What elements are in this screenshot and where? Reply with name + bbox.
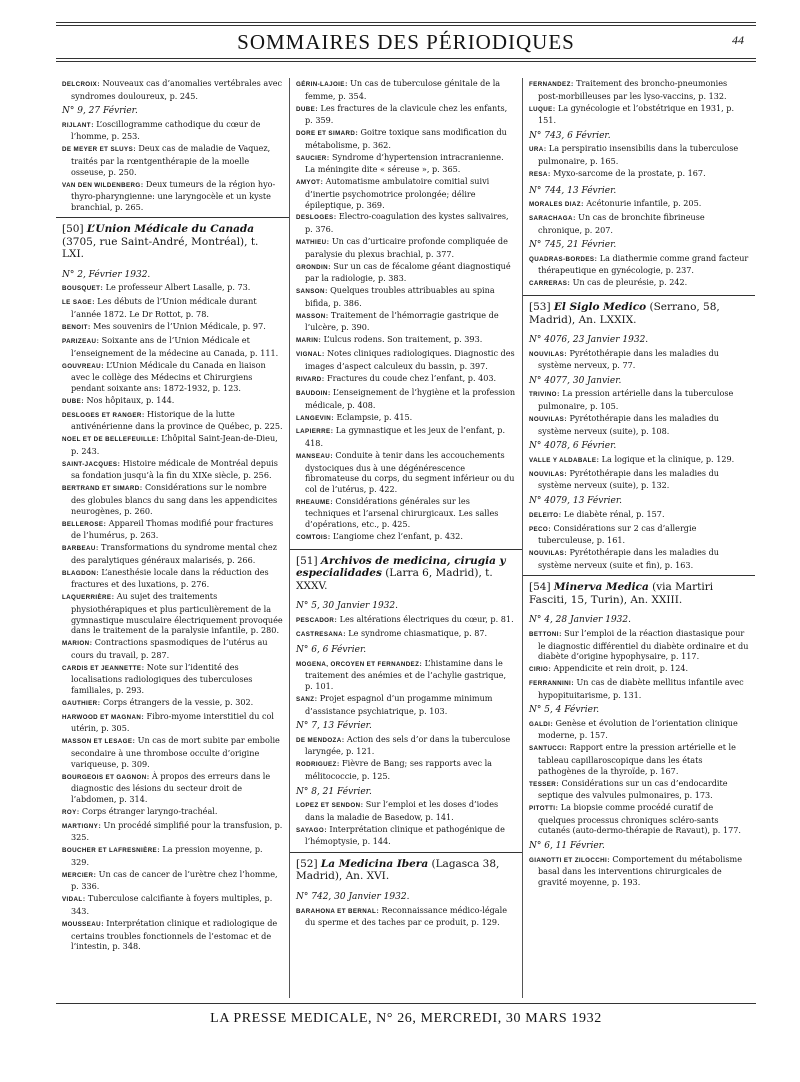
article-author: DESLOGES [296, 214, 334, 222]
article-title: : La pression moyenne, p. 329. [71, 844, 263, 867]
article-title: : L’hôpital Saint-Jean-de-Dieu, p. 243. [71, 433, 278, 456]
article-entry [529, 778, 749, 801]
journal-details: (3705, rue Saint-André, Montréal), t. LXI. [62, 235, 259, 261]
article-entry [529, 454, 749, 467]
article-author: DESLOGES ET RANGER [62, 411, 142, 419]
article-entry [529, 143, 749, 166]
header-rule-bottom [56, 58, 756, 59]
article-author: BERTRAND ET SIMARD [62, 485, 140, 493]
article-author: MARTIGNY [62, 822, 99, 830]
article-author: SANTUCCI [529, 745, 565, 753]
article-title: : Eclampsie, p. 415. [331, 411, 413, 422]
article-entry [529, 854, 749, 888]
article-entry [296, 412, 516, 425]
article-entry [529, 468, 749, 491]
article-entry [296, 450, 516, 494]
article-entry [529, 212, 749, 235]
issue-heading: N° 9, 27 Février. [62, 106, 138, 117]
article-title: : Pyrétothérapie dans les maladies du système nerveux (suite et fin), p. 163. [538, 547, 720, 570]
article-entry [62, 518, 283, 541]
journal-title: L’Union Médicale du Canada [86, 223, 255, 236]
issue-heading: N° 4079, 13 Février. [529, 495, 623, 506]
article-title: : Les débuts de l’Union médicale durant l’année 1872. Le Dr Rottot, p. 78. [71, 296, 257, 319]
article-author: COMTOIS [296, 534, 328, 541]
journal-heading [290, 852, 522, 887]
article-entry [529, 523, 749, 546]
article-title: : Transformations du syndrome mental chez des paralytiques généraux malarisés, p. 266. [71, 542, 277, 565]
article-author: RHEAUME [296, 498, 331, 506]
article-title: : Interprétation clinique et radiologique de certains troubles fonctionnels de l’estomac et de l’intestin, p. 348. [71, 918, 278, 952]
journal-heading [56, 217, 289, 265]
issue-heading: N° 742, 30 Janvier 1932. [296, 891, 410, 902]
journal-details: (Lagasca 38, Madrid), An. XVI. [296, 857, 500, 883]
article-author: VIDAL [62, 896, 83, 904]
article-author: MASSON [296, 312, 326, 320]
journal-title: La Medicina Ibera [320, 857, 429, 870]
article-title: : Automatisme ambulatoire comitial suivi d’inertie psychomotrice prolongée; délire épileptique, p. 369. [305, 176, 490, 210]
article-entry [62, 458, 283, 481]
article-author: BOUSQUET [62, 285, 101, 293]
article-entry [62, 321, 283, 334]
article-entry [296, 78, 516, 101]
article-title: : Appendicite et rein droit, p. 124. [548, 663, 689, 674]
article-title: : Action des sels d’or dans la tuberculose laryngée, p. 121. [305, 733, 511, 757]
article-title: : Syndrome d’hypertension intracranienne. La méningite dite « séreuse », p. 365. [305, 151, 504, 175]
article-entry [62, 844, 283, 867]
article-entry [529, 78, 749, 101]
article-entry [62, 119, 283, 142]
article-entry [529, 663, 749, 676]
issue-heading: N° 745, 21 Février. [529, 240, 617, 251]
article-author: SAYAGO [296, 826, 325, 834]
article-title: : Un procédé simplifié pour la transfusion, p. 325. [71, 819, 283, 843]
columns [56, 78, 756, 998]
article-author: DELCROIX [62, 81, 98, 88]
header-rule-bottom-inner [56, 61, 756, 62]
article-entry [62, 869, 283, 892]
article-title: : Histoire médicale de Montréal depuis sa fondation jusqu’à la fin du XIXe siècle, p. 256. [71, 457, 278, 481]
issue-heading: N° 743, 6 Février. [529, 130, 611, 141]
article-entry [296, 176, 516, 210]
article-author: CASTRESANA [296, 630, 343, 638]
article-entry [62, 806, 283, 819]
article-entry [529, 348, 749, 371]
article-title: : Un cas de bronchite fibrineuse chronique, p. 207. [538, 212, 705, 235]
article-title: : Contractions spasmodiques de l’utérus au cours du travail, p. 287. [71, 637, 268, 660]
journal-number: [50] [62, 223, 84, 236]
article-author: GOUVREAU [62, 362, 101, 370]
article-author: MORALES DIAZ [529, 201, 581, 209]
article-entry [62, 820, 283, 843]
article-entry [296, 758, 516, 781]
article-title: : Tuberculose calcifiante à foyers multiples, p. 343. [71, 893, 273, 917]
article-author: PITOTTI [529, 805, 556, 813]
article-title: : Notes cliniques radiologiques. Diagnostic des images d’aspect calculeux du bassin, p. 397. [305, 348, 515, 371]
article-title: : La diathermie comme grand facteur thérapeutique en gynécologie, p. 237. [538, 252, 749, 276]
article-entry [529, 718, 749, 741]
article-author: BELLEROSE [62, 520, 104, 528]
column-2 [289, 78, 522, 998]
article-title: : Les altérations électriques du cœur, p. 81. [334, 613, 514, 624]
article-entry [296, 387, 516, 410]
article-title: : Le syndrome chiasmatique, p. 87. [342, 627, 488, 638]
article-entry [296, 905, 516, 928]
article-entry [62, 893, 283, 916]
article-author: DUBE [62, 397, 82, 405]
column-3 [522, 78, 755, 998]
article-author: BENOIT [62, 323, 88, 331]
article-title: : L’ulcus rodens. Son traitement, p. 393. [318, 334, 483, 345]
article-author: AMYOT [296, 179, 321, 187]
article-author: LANGEVIN [296, 414, 332, 422]
article-entry [62, 433, 283, 456]
article-author: GAUTHIER [62, 699, 98, 707]
journal-details: (Larra 6, Madrid), t. XXXV. [296, 567, 493, 592]
article-title: : La gymnastique et les jeux de l’enfant, p. 418. [305, 425, 506, 449]
article-title: : Fibro-myome interstitiel du col utérin, p. 305. [71, 710, 274, 734]
article-author: SARACHAGA [529, 215, 573, 223]
article-title: : Deux cas de maladie de Vaquez, traités par la rœntgenthérapie de la moelle osseuse, p. 250. [71, 143, 271, 177]
article-title: : Projet espagnol d’un progamme minimum d’assistance psychiatrique, p. 103. [305, 693, 493, 716]
article-author: DORE ET SIMARD [296, 130, 356, 138]
article-entry [529, 277, 749, 290]
article-author: MATHIEU [296, 239, 327, 247]
article-entry [62, 335, 283, 358]
article-entry [296, 127, 516, 150]
page-footer: LA PRESSE MEDICALE, N° 26, MERCREDI, 30 MARS 1932 [210, 1011, 602, 1026]
article-author: QUADRAS-BORDES [529, 255, 595, 263]
issue-heading: N° 744, 13 Février. [529, 185, 617, 196]
article-author: DUBE [296, 105, 316, 113]
article-author: NOUVILAS [529, 350, 565, 358]
article-entry [62, 78, 283, 101]
article-author: VALLE Y ALDABALE [529, 456, 597, 464]
article-author: BARBEAU [62, 545, 96, 553]
article-title: : Quelques troubles attribuables au spina bifida, p. 386. [305, 285, 495, 308]
issue-heading: N° 2, Février 1932. [62, 269, 151, 280]
article-title: : La biopsie comme procédé curatif de quelques processus chroniques scléro-sants cutanés (auto-dermo-thérapie de Ravaut), p. 177. [538, 802, 741, 836]
article-author: RESA [529, 170, 548, 178]
article-entry [62, 482, 283, 516]
article-entry [529, 802, 749, 836]
article-title: : Considérations sur le nombre des globules blancs du sang dans les appendicites neurogènes, p. 260. [71, 482, 278, 516]
journal-heading [290, 549, 522, 597]
article-title: : Un cas de tuberculose génitale de la femme, p. 354. [305, 78, 501, 101]
article-title: : Nouveaux cas d’anomalies vertébrales avec syndromes douloureux, p. 245. [71, 78, 283, 101]
article-title: : La logique et la clinique, p. 129. [596, 453, 735, 464]
article-author: GRONDIN [296, 263, 329, 271]
article-title: : Fièvre de Bang; ses rapports avec la mélitococcie, p. 125. [305, 758, 492, 781]
page-title: SOMMAIRES DES PÉRIODIQUES [237, 30, 575, 54]
article-entry [62, 360, 283, 394]
issue-heading: N° 4, 28 Janvier 1932. [529, 615, 631, 626]
article-author: BOUCHER ET LAFRESNIÈRE [62, 847, 158, 855]
article-author: NOEL ET DE BELLEFEUILLE [62, 436, 156, 444]
header-rule-top-inner [56, 25, 756, 26]
article-author: LOPEZ ET SENDON [296, 802, 361, 810]
article-entry [296, 348, 516, 371]
journal-number: [53] [529, 301, 551, 314]
article-author: GALDI [529, 720, 551, 728]
article-entry [62, 918, 283, 952]
article-entry [62, 697, 283, 710]
issue-heading: N° 4077, 30 Janvier. [529, 375, 622, 386]
article-author: BARAHONA ET BERNAL [296, 907, 377, 915]
article-title: : Sur un cas de fécalome géant diagnostiqué par la radiologie, p. 383. [305, 260, 511, 284]
article-title: : Corps étrangers de la vessie, p. 302. [97, 696, 254, 707]
article-author: FERNANDEZ [529, 81, 571, 88]
article-entry [296, 310, 516, 333]
article-entry [296, 261, 516, 284]
issue-heading: N° 8, 21 Février. [296, 786, 372, 797]
article-author: BLAGDON [62, 569, 97, 577]
article-title: : Fractures du coude chez l’enfant, p. 403. [321, 372, 497, 383]
article-title: : Soixante ans de l’Union Médicale et l’enseignement de la médecine au Canada, p. 111. [71, 334, 279, 358]
article-author: URA [529, 146, 544, 154]
article-title: : Un cas d’urticaire profonde compliquée de paralysie du plexus brachial, p. 377. [305, 236, 508, 259]
article-entry [296, 103, 516, 126]
article-title: : Goitre toxique sans modification du métabolisme, p. 362. [305, 127, 507, 150]
article-author: SAINT-JACQUES [62, 460, 118, 468]
issue-heading: N° 5, 4 Février. [529, 705, 600, 716]
article-entry [62, 637, 283, 660]
article-author: GÉRIN-LAJOIE [296, 81, 345, 88]
article-title: : L’oscillogramme cathodique du cœur de l’homme, p. 253. [71, 118, 261, 142]
article-author: LAQUERRIÈRE [62, 594, 112, 602]
article-entry [62, 282, 283, 295]
article-entry [62, 711, 283, 734]
article-entry [62, 143, 283, 177]
article-entry [296, 285, 516, 308]
article-entry [296, 531, 516, 544]
article-entry [296, 614, 516, 627]
article-author: VIGNAL [296, 351, 322, 359]
article-title: : Historique de la lutte antivénérienne dans la province de Québec, p. 225. [71, 408, 283, 432]
article-title: : Myxo-sarcome de la prostate, p. 167. [547, 167, 706, 178]
article-title: : À propos des erreurs dans le diagnostic des lésions du secteur droit de l’abdomen, p. 314. [71, 770, 271, 804]
article-title: : Considérations générales sur les techniques et l’arsenal chirurgicaux. Les salles d’opérations, etc., p. 425. [305, 495, 499, 530]
article-entry [296, 496, 516, 530]
article-title: : La pression artérielle dans la tuberculose pulmonaire, p. 105. [538, 388, 734, 412]
article-title: : Considérations sur un cas d’endocardite septique des valvules pulmonaires, p. 173. [538, 777, 728, 801]
article-entry [296, 628, 516, 641]
article-entry [296, 236, 516, 259]
article-author: NOUVILAS [529, 550, 565, 558]
article-author: VAN DEN WILDENBERG [62, 181, 141, 189]
article-title: : Pyrétothérapie dans les maladies du système nerveux (suite), p. 108. [538, 413, 720, 436]
article-title: : L’Union Médicale du Canada en liaison avec le collège des Médecins et Chirurgiens pendant soixante ans: 1872-1932, p. 123. [71, 359, 266, 393]
article-author: FERRANNINI [529, 680, 572, 688]
article-entry [62, 296, 283, 319]
article-title: : Un cas de pleurésie, p. 242. [567, 277, 688, 288]
article-title: : Note sur l’identité des localisations radiologiques des tuberculoses familiales, p. 293. [71, 661, 253, 695]
column-1 [56, 78, 289, 998]
article-entry [62, 735, 283, 769]
article-title: : Le diabète rénal, p. 157. [558, 508, 665, 519]
article-author: PECO [529, 525, 549, 533]
article-author: CARDIS ET JEANNETTE [62, 664, 142, 672]
article-entry [529, 547, 749, 570]
page-number: 44 [732, 33, 744, 47]
article-title: : Le professeur Albert Lasalle, p. 73. [100, 282, 251, 293]
article-title: : Mes souvenirs de l’Union Médicale, p. 97. [87, 320, 266, 331]
article-author: SAUCIER [296, 154, 327, 162]
article-author: MASSON ET LESAGE [62, 738, 133, 746]
article-title: : Sur l’emploi de la réaction diastasique pour le diagnostic différentiel du diabète ordinaire et du diabète d’origine hypophysaire, p. 117. [538, 627, 749, 662]
article-entry [529, 198, 749, 211]
journal-title: Archivos de medicina, cirugia y especialidades [296, 554, 506, 580]
article-title: : Traitement des broncho-pneumonies post-morbilleuses par les lyso-vaccins, p. 132. [538, 78, 728, 101]
article-title: : La perspiratio insensibilis dans la tuberculose pulmonaire, p. 165. [538, 143, 739, 166]
article-author: DE MEYER ET SLUYS [62, 146, 134, 154]
article-entry [296, 734, 516, 757]
article-entry [296, 373, 516, 386]
article-author: RODRIGUEZ [296, 761, 337, 769]
article-title: : La gynécologie et l’obstétrique en 1931, p. 151. [538, 102, 735, 126]
article-title: : L’enseignement de l’hygiène et la profession médicale, p. 408. [305, 386, 516, 410]
article-title: : Rapport entre la pression artérielle et le tableau capillaroscopique dans les états pathogènes de la thyroïde, p. 167. [538, 742, 736, 776]
article-author: CIRIO [529, 666, 549, 674]
article-entry [62, 179, 283, 213]
journal-number: [52] [296, 857, 318, 870]
article-title: : L’angiome chez l’enfant, p. 432. [327, 531, 463, 541]
article-author: PARIZEAU [62, 337, 97, 345]
issue-heading: N° 4076, 23 Janvier 1932. [529, 335, 649, 346]
article-title: : Traitement de l’hémorragie gastrique de l’ulcère, p. 390. [305, 309, 499, 333]
article-author: DELEITO [529, 511, 559, 519]
article-entry [529, 168, 749, 181]
issue-heading: N° 7, 13 Février. [296, 721, 372, 732]
article-title: : Corps étranger laryngo-trachéal. [76, 805, 218, 816]
article-title: : Comportement du métabolisme basal dans les interventions chirurgicales de gravité moyenne, p. 193. [538, 853, 742, 887]
issue-heading: N° 5, 30 Janvier 1932. [296, 601, 398, 612]
article-entry [296, 211, 516, 234]
article-title: : Deux tumeurs de la région hyo-thyro-pharyngienne: une laryngocèle et un kyste branchial, p. 265. [71, 178, 276, 212]
journal-heading [523, 575, 755, 610]
article-author: LAPIERRE [296, 428, 331, 436]
article-entry [62, 591, 283, 635]
article-entry [529, 253, 749, 276]
article-author: HARWOOD ET MAGNAN [62, 713, 142, 721]
article-entry [62, 662, 283, 696]
article-author: GIANOTTI ET ZILOCCHI [529, 856, 608, 864]
issue-heading: N° 6, 11 Février. [529, 840, 605, 851]
article-author: LE SAGE [62, 299, 92, 307]
issue-heading: N° 4078, 6 Février. [529, 441, 617, 452]
article-entry [296, 693, 516, 716]
header-rule-top [56, 22, 756, 23]
article-author: PESCADOR [296, 616, 335, 624]
article-title: : Electro-coagulation des kystes salivaires, p. 376. [305, 211, 509, 235]
article-author: NOUVILAS [529, 416, 565, 424]
article-entry [62, 409, 283, 432]
article-author: MERCIER [62, 871, 94, 879]
article-author: LUQUE [529, 105, 553, 113]
article-title: : L’anesthésie locale dans la réduction des fractures et des luxations, p. 276. [71, 566, 269, 590]
article-entry [62, 771, 283, 805]
article-title: : Nos hôpitaux, p. 144. [81, 394, 175, 405]
article-author: RIVARD [296, 375, 322, 383]
article-entry [296, 824, 516, 847]
issue-heading: N° 6, 6 Février. [296, 645, 367, 656]
article-title: : Pyrétothérapie dans les maladies du système nerveux, p. 77. [538, 347, 720, 371]
article-author: MANSEAU [296, 453, 331, 461]
article-title: : Les fractures de la clavicule chez les enfants, p. 359. [305, 102, 508, 126]
article-author: TESSER [529, 780, 557, 788]
article-author: MOGENA, ORCOYEN ET FERNANDEZ [296, 660, 420, 668]
article-title: : Un cas de diabète mellitus infantile avec hypopituitarisme, p. 131. [538, 677, 744, 700]
article-title: : Sur l’emploi et les doses d’iodes dans la maladie de Basedow, p. 141. [305, 799, 499, 822]
article-entry [62, 542, 283, 565]
article-author: SANSON [296, 288, 325, 296]
article-entry [529, 677, 749, 700]
article-author: MARIN [296, 337, 319, 345]
article-entry [62, 567, 283, 590]
article-entry [296, 334, 516, 347]
article-author: BAUDOIN [296, 389, 328, 397]
journal-number: [51] [296, 554, 318, 567]
journal-title: El Siglo Medico [553, 301, 647, 314]
journal-details: (via Martiri Fasciti, 15, Turin), An. XXIII. [529, 581, 714, 606]
article-entry [529, 103, 749, 126]
article-title: : Un cas de cancer de l’urètre chez l’homme, p. 336. [71, 868, 278, 892]
article-author: ROY [62, 808, 77, 816]
journal-details: (Serrano, 58, Madrid), An. LXXIX. [529, 301, 720, 326]
article-author: RIJLANT [62, 121, 91, 129]
article-title: : Conduite à tenir dans les accouchements dystociques dus à une dégénérescence fibromateuse du corps, du segment inférieur ou du col de l’utérus, p. 422. [305, 450, 515, 494]
article-entry [529, 628, 749, 662]
journal-heading [523, 295, 755, 330]
journal-title: Minerva Medica [553, 581, 649, 594]
article-author: BETTONI [529, 630, 559, 638]
article-title: : Reconnaissance médico-légale du sperme et des taches par ce produit, p. 129. [305, 904, 507, 928]
article-author: BOURGEOIS ET GAGNON [62, 773, 147, 781]
article-author: MOUSSEAU [62, 921, 101, 929]
article-author: TRIVINO [529, 391, 557, 399]
article-entry [529, 742, 749, 776]
article-author: DE MENDOZA [296, 736, 342, 744]
article-author: SANZ [296, 696, 315, 704]
article-entry [529, 388, 749, 411]
article-title: : Considérations sur 2 cas d’allergie tuberculeuse, p. 161. [538, 522, 697, 546]
article-entry [296, 425, 516, 448]
article-entry [296, 799, 516, 822]
article-entry [529, 413, 749, 436]
article-entry [62, 395, 283, 408]
article-title: : Un cas de mort subite par embolie secondaire à une thrombose occulte d’origine variqueuse, p. 309. [71, 735, 280, 769]
article-author: NOUVILAS [529, 470, 565, 478]
article-title: : Genèse et évolution de l’orientation clinique moderne, p. 157. [538, 717, 738, 741]
article-title: : Pyrétothérapie dans les maladies du système nerveux (suite), p. 132. [538, 467, 720, 491]
article-title: : Au sujet des traitements physiothérapiques et plus particulièrement de la gymnastique musculaire électriquement provoquée dans le traitement de la paralysie infantile, p. 280. [71, 591, 283, 636]
article-title: : L’histamine dans le traitement des anémies et de l’achylie gastrique, p. 101. [305, 657, 507, 692]
article-entry [296, 658, 516, 692]
article-entry [529, 509, 749, 522]
article-author: CARRERAS [529, 280, 568, 288]
article-title: : Appareil Thomas modifié pour fractures de l’humérus, p. 263. [71, 517, 274, 541]
article-title: : Acétonurie infantile, p. 205. [580, 198, 702, 209]
article-author: MARION [62, 640, 90, 648]
article-entry [296, 152, 516, 175]
footer-rule [56, 1003, 756, 1004]
journal-number: [54] [529, 581, 551, 594]
article-title: : Interprétation clinique et pathogénique de l’hémoptysie, p. 144. [305, 823, 505, 847]
